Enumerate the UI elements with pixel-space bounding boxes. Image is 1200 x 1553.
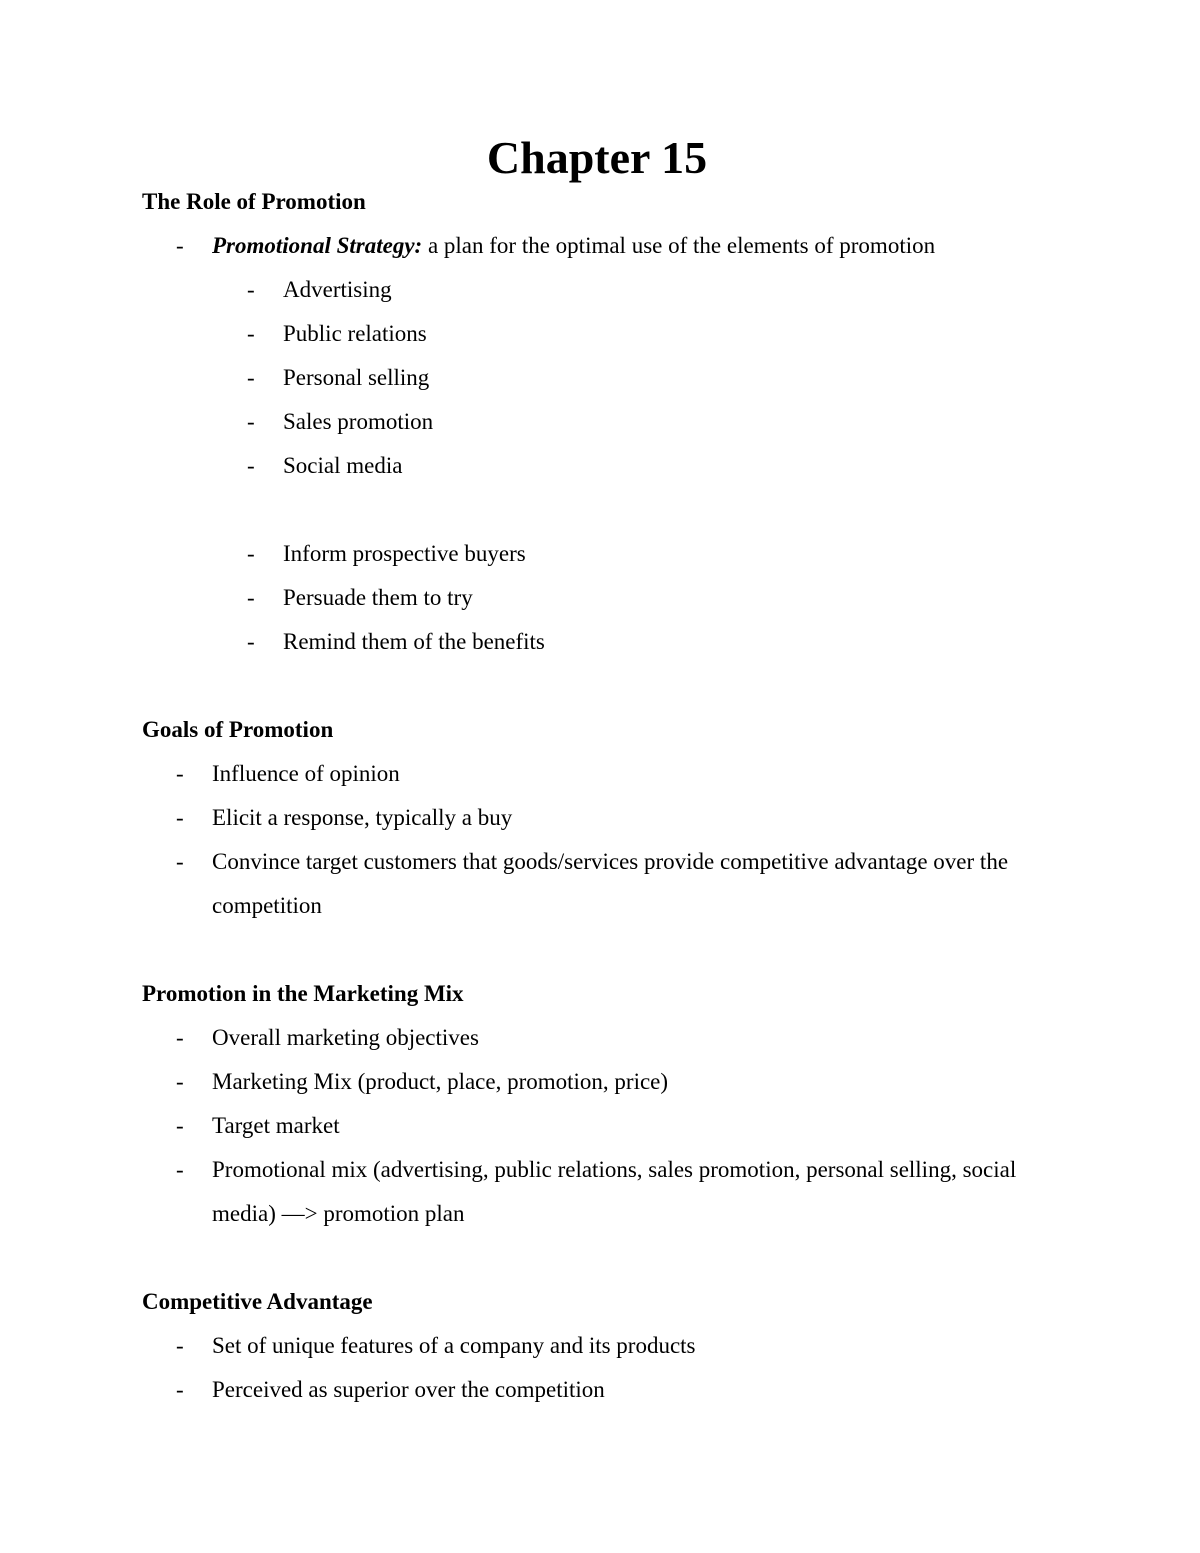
section-competitive-advantage [142, 1280, 1082, 1412]
section-goals-of-promotion [142, 708, 1082, 928]
list-item-text: Persuade them to try [283, 585, 473, 610]
list-item-text: Overall marketing objectives [212, 1025, 479, 1050]
list-item-text: Set of unique features of a company and its products [212, 1333, 696, 1358]
list-item [142, 752, 1082, 796]
definition-term: Promotional Strategy: [212, 233, 423, 258]
chapter-title: Chapter 15 [486, 132, 708, 183]
list-item [142, 356, 1082, 400]
section-heading: Promotion in the Marketing Mix [142, 981, 464, 1006]
bullet-dash: - [176, 849, 184, 874]
list-item [142, 796, 1082, 840]
bullet-list [142, 752, 1082, 928]
list-item-text: Inform prospective buyers [283, 541, 526, 566]
bullet-list [142, 1324, 1082, 1412]
list-item-text: Target market [212, 1113, 340, 1138]
list-item-text: Promotional mix (advertising, public relations, sales promotion, personal selling, social media) —> promotion plan [212, 1157, 1017, 1226]
section-role-of-promotion [142, 180, 1082, 664]
list-item [142, 576, 1082, 620]
bullet-dash: - [247, 409, 255, 434]
list-item [142, 1060, 1082, 1104]
list-item-text: Convince target customers that goods/services provide competitive advantage over the competition [212, 849, 1009, 918]
bullet-dash: - [247, 629, 255, 654]
bullet-dash: - [176, 1069, 184, 1094]
list-item [142, 268, 1082, 312]
bullet-dash: - [247, 321, 255, 346]
bullet-list [142, 1016, 1082, 1236]
list-item-definition [142, 224, 1082, 268]
bullet-dash: - [176, 1377, 184, 1402]
list-item [142, 620, 1082, 664]
bullet-dash: - [247, 541, 255, 566]
list-item-text: Elicit a response, typically a buy [212, 805, 513, 830]
section-marketing-mix [142, 972, 1082, 1236]
spacer [142, 488, 1082, 532]
bullet-dash: - [176, 233, 184, 258]
list-item-text: Advertising [283, 277, 392, 302]
promotion-elements-list [142, 268, 1082, 488]
list-item-text: Remind them of the benefits [283, 629, 545, 654]
definition-text: a plan for the optimal use of the elements of promotion [422, 233, 936, 258]
list-item [142, 444, 1082, 488]
bullet-dash: - [176, 1157, 184, 1182]
bullet-dash: - [176, 805, 184, 830]
bullet-dash: - [247, 365, 255, 390]
bullet-dash: - [176, 761, 184, 786]
list-item [142, 840, 1082, 928]
spacer [142, 928, 1082, 972]
list-item [142, 1104, 1082, 1148]
list-item-text: Influence of opinion [212, 761, 400, 786]
bullet-dash: - [176, 1333, 184, 1358]
list-item [142, 532, 1082, 576]
list-item-text: Personal selling [283, 365, 430, 390]
list-item-text: Social media [283, 453, 403, 478]
list-item [142, 1148, 1082, 1236]
section-heading: Goals of Promotion [142, 717, 334, 742]
promotion-purposes-list [142, 532, 1082, 664]
spacer [142, 1236, 1082, 1280]
document-body [142, 180, 1082, 1412]
bullet-dash: - [247, 277, 255, 302]
list-item-text: Public relations [283, 321, 427, 346]
list-item [142, 1016, 1082, 1060]
section-heading: The Role of Promotion [142, 189, 366, 214]
bullet-list [142, 224, 1082, 268]
bullet-dash: - [247, 453, 255, 478]
spacer [142, 664, 1082, 708]
list-item-text: Marketing Mix (product, place, promotion, price) [212, 1069, 669, 1094]
list-item-text: Perceived as superior over the competition [212, 1377, 605, 1402]
list-item [142, 1324, 1082, 1368]
bullet-dash: - [176, 1025, 184, 1050]
bullet-dash: - [247, 585, 255, 610]
list-item [142, 1368, 1082, 1412]
section-heading: Competitive Advantage [142, 1289, 373, 1314]
list-item [142, 400, 1082, 444]
list-item-text: Sales promotion [283, 409, 434, 434]
list-item [142, 312, 1082, 356]
bullet-dash: - [176, 1113, 184, 1138]
